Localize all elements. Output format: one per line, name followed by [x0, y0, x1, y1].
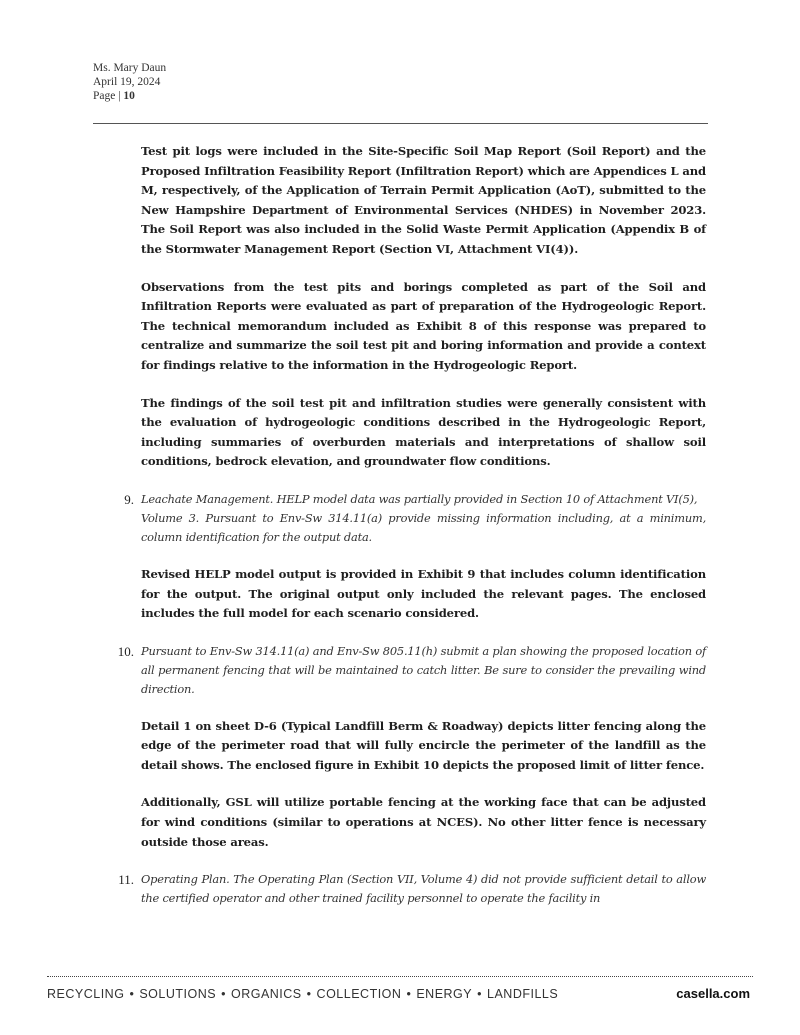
comment-text	[141, 642, 706, 699]
recipient-name: Ms. Mary Daun	[93, 62, 167, 74]
footer-category: SOLUTIONS	[139, 987, 217, 1001]
footer-divider	[47, 976, 753, 977]
response-paragraph: Additionally, GSL will utilize portable fencing at the working face that can be adjusted for wind conditions (similar to operations at NCES). No other litter fence is necessary outside those areas.	[141, 795, 706, 849]
footer-category: ORGANICS	[230, 987, 302, 1001]
letter-date: April 19, 2024	[93, 76, 161, 88]
page-number: 10	[123, 90, 135, 102]
item-number: 10.	[117, 643, 134, 659]
item-number: 9.	[124, 491, 134, 507]
comment-text	[141, 490, 706, 547]
header-divider	[93, 123, 708, 124]
separator-dot: •	[129, 987, 135, 1001]
item-number: 11.	[118, 872, 134, 888]
comment-item-9	[124, 490, 706, 624]
page-footer	[47, 986, 753, 1004]
page-indicator	[93, 89, 166, 103]
comment-line: Volume 3. Pursuant to Env-Sw 314.11(a) provide missing information including, at a minimum, column identification for the output data.	[141, 510, 706, 544]
footer-category: ENERGY	[416, 987, 473, 1001]
response-paragraph: Detail 1 on sheet D-6 (Typical Landfill Berm & Roadway) depicts litter fencing along the edge of the perimeter road that will fully encircle the perimeter of the landfill as the detail shows. The enclosed figure in Exhibit 10 depicts the proposed limit of litter fence.	[141, 718, 706, 772]
response-paragraph: The findings of the soil test pit and infiltration studies were generally consistent with the evaluation of hydrogeologic conditions described in the Hydrogeologic Report, including summaries of overburden materials and interpretations of shallow soil conditions, bedrock elevation, and groundwater flow conditions.	[141, 395, 706, 469]
page-label: Page |	[93, 90, 124, 102]
comment-line: Operating Plan. The Operating Plan (Section VII, Volume 4) did not provide sufficient detail to allow the certified operator and other trained facility personnel to operate the facility in	[141, 872, 706, 906]
separator-dot: •	[221, 987, 226, 1001]
comment-item-10	[117, 642, 706, 853]
comment-item-11	[118, 870, 706, 908]
separator-dot: •	[406, 987, 412, 1001]
response-paragraph: Observations from the test pits and borings completed as part of the Soil and Infiltration Reports were evaluated as part of preparation of the Hydrogeologic Report. The technical memorandum included as Exhibit 8 of this response was prepared to centralize and summarize the soil test pit and boring information and provide a context for findings relative to the information in the Hydrogeologic Report.	[141, 279, 706, 372]
footer-category: RECYCLING	[47, 987, 125, 1001]
footer-category: COLLECTION	[316, 987, 402, 1001]
page-body	[117, 142, 706, 926]
comment-line: Pursuant to Env-Sw 314.11(a) and Env-Sw 805.11(h) submit a plan showing the proposed location of all permanent fencing that will be maintained to catch litter. Be sure to consider the prevailing wind direction.	[141, 643, 706, 696]
separator-dot: •	[306, 987, 312, 1001]
comment-line: Leachate Management. HELP model data was partially provided in Section 10 of Attachment VI(5),	[141, 491, 698, 506]
company-website: casella.com	[676, 986, 750, 1001]
footer-categories	[47, 987, 558, 1001]
separator-dot: •	[477, 987, 483, 1001]
response-paragraph: Revised HELP model output is provided in Exhibit 9 that includes column identification for the output. The original output only included the relevant pages. The enclosed includes the full model for each scenario considered.	[141, 566, 706, 621]
comment-text	[141, 870, 706, 908]
letter-header	[93, 61, 166, 103]
response-paragraph: Test pit logs were included in the Site-Specific Soil Map Report (Soil Report) and the Proposed Infiltration Feasibility Report (Infiltration Report) which are Appendices L and M, respectively, of the Application of Terrain Permit Application (AoT), submitted to the New Hampshire Department of Environmental Services (NHDES) in November 2023. The Soil Report was also included in the Solid Waste Permit Application (Appendix B of the Stormwater Management Report (Section VI, Attachment VI(4)).	[141, 144, 706, 256]
footer-category: LANDFILLS	[487, 987, 559, 1001]
